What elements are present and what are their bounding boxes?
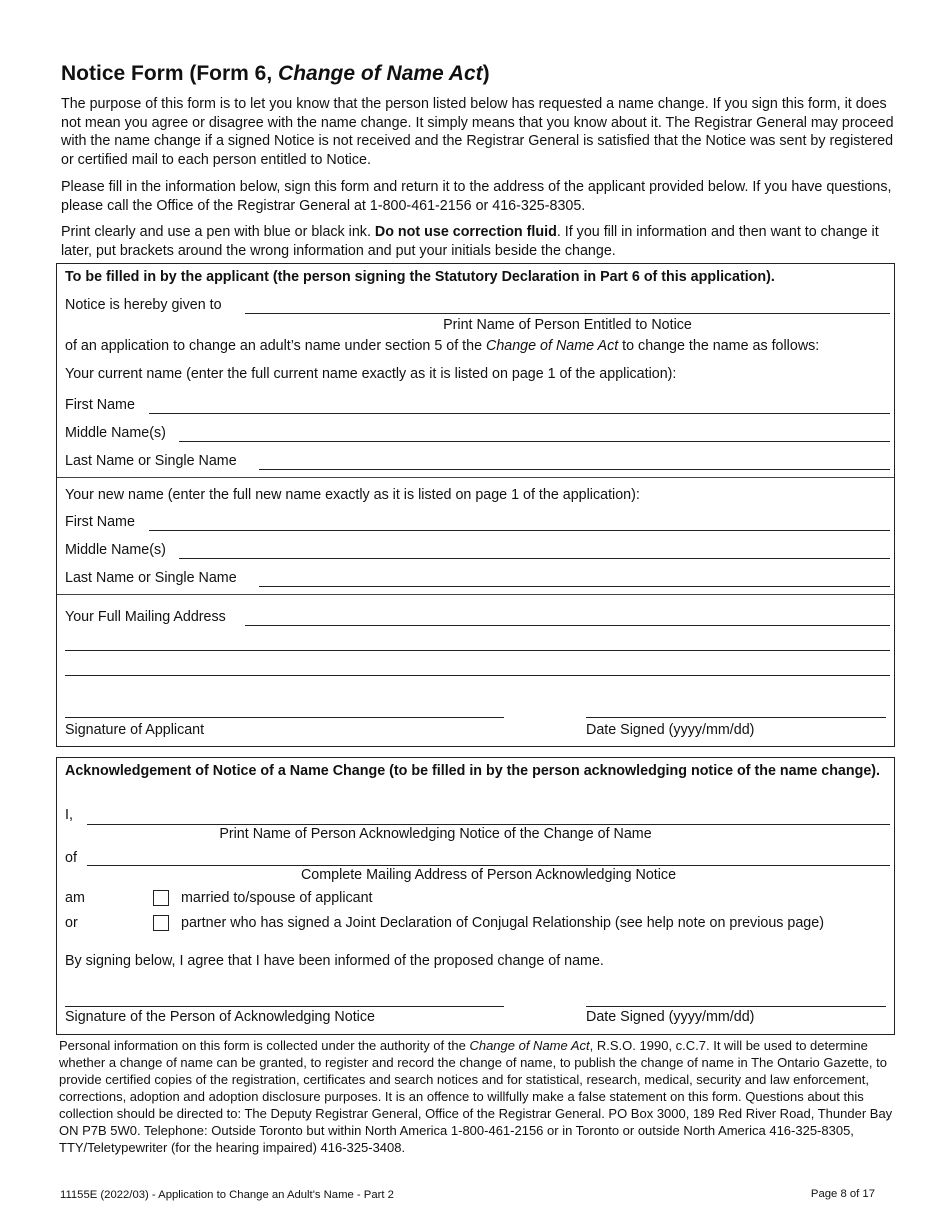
notice-recipient-name-field[interactable]	[245, 313, 890, 314]
current-name-intro: Your current name (enter the full current name exactly as it is listed on page 1 of the application):	[65, 366, 677, 382]
acknowledger-name-caption: Print Name of Person Acknowledging Notice of the Change of Name	[219, 826, 652, 842]
new-last-name-field[interactable]	[259, 586, 890, 587]
application-statement	[65, 337, 819, 355]
conjugal-partner-checkbox[interactable]	[153, 915, 169, 931]
agreement-statement: By signing below, I agree that I have been informed of the proposed change of name.	[65, 953, 604, 969]
form-identifier: 11155E (2022/03) - Application to Change an Adult's Name - Part 2	[60, 1189, 394, 1201]
ink-instruction-rest: . If you fill in information and then want to change it later, put brackets around the wrong information and put your initials beside the change.	[61, 224, 879, 259]
notice-given-label: Notice is hereby given to	[65, 297, 222, 313]
current-middle-names-field[interactable]	[179, 441, 890, 442]
acknowledger-date-label: Date Signed (yyyy/mm/dd)	[586, 1009, 755, 1025]
application-act-name: Change of Name Act	[486, 338, 619, 354]
applicant-date-field[interactable]	[586, 717, 886, 718]
applicant-signature-label: Signature of Applicant	[65, 722, 205, 738]
married-spouse-checkbox[interactable]	[153, 890, 169, 906]
acknowledger-signature-label: Signature of the Person of Acknowledging Notice	[65, 1009, 375, 1025]
applicant-date-label: Date Signed (yyyy/mm/dd)	[586, 722, 755, 738]
new-first-name-label: First Name	[65, 514, 135, 530]
privacy-notice	[59, 1037, 899, 1156]
conjugal-partner-option-label: partner who has signed a Joint Declaration of Conjugal Relationship (see help note on previous page)	[181, 915, 824, 931]
title-close: )	[482, 62, 490, 85]
applicant-section	[56, 263, 895, 747]
ink-instruction: Print clearly and use a pen with blue or black ink.	[61, 224, 375, 240]
section-divider	[57, 594, 894, 595]
current-last-name-field[interactable]	[259, 469, 890, 470]
am-label: am	[65, 890, 85, 906]
new-middle-names-label: Middle Name(s)	[65, 542, 166, 558]
page-title	[61, 60, 490, 88]
or-label: or	[65, 915, 78, 931]
title-main: Notice Form (Form 6,	[61, 62, 279, 85]
current-first-name-field[interactable]	[149, 413, 890, 414]
intro-paragraph-instructions: Please fill in the information below, sign this form and return it to the address of the applicant provided below. If you have questions, please call the Office of the Registrar General at 1-800-461-2156 or 416-325-8305.	[61, 179, 892, 214]
application-statement-text: of an application to change an adult’s name under section 5 of the	[65, 338, 486, 354]
current-middle-names-label: Middle Name(s)	[65, 425, 166, 441]
current-last-name-label: Last Name or Single Name	[65, 453, 237, 469]
page-number: Page 8 of 17	[810, 1188, 875, 1200]
new-last-name-label: Last Name or Single Name	[65, 570, 237, 586]
mailing-address-field-line1[interactable]	[245, 625, 890, 626]
acknowledger-date-field[interactable]	[586, 1006, 886, 1007]
applicant-section-header: To be filled in by the applicant (the person signing the Statutory Declaration in Part 6 of this application).	[65, 269, 775, 285]
new-name-intro: Your new name (enter the full new name exactly as it is listed on page 1 of the application):	[65, 487, 640, 503]
mailing-address-field-line2[interactable]	[65, 650, 890, 651]
new-middle-names-field[interactable]	[179, 558, 890, 559]
i-label: I,	[65, 807, 73, 823]
intro-paragraph-ink	[61, 223, 896, 260]
mailing-address-field-line3[interactable]	[65, 675, 890, 676]
acknowledgement-header: Acknowledgement of Notice of a Name Change (to be filled in by the person acknowledging notice of the name change).	[65, 763, 881, 779]
privacy-act-name: Change of Name Act	[469, 1038, 590, 1053]
correction-fluid-warning: Do not use correction fluid	[374, 224, 557, 240]
applicant-signature-field[interactable]	[65, 717, 504, 718]
privacy-notice-text: Personal information on this form is collected under the authority of the	[59, 1038, 470, 1053]
title-act-name: Change of Name Act	[278, 62, 483, 85]
new-first-name-field[interactable]	[149, 530, 890, 531]
privacy-notice-rest: , R.S.O. 1990, c.C.7. It will be used to determine whether a change of name can be granted, to register and record the change of name, to publish the change of name in The Ontario Gazette, to provide certified copies of the registration, certificates and search notices and for statistical, research, medical, security and law enforcement, corrections, adoption and adoption disclosure purposes. It is an offence to willfully make a false statement on this form. Questions about this collection should be directed to: The Deputy Registrar General, Office of the Registrar General. PO Box 3000, 189 Red River Road, Thunder Bay ON P7B 5W0. Telephone: Outside Toronto but within North America 1-800-461-2156 or in Toronto or outside North America 416-325-8305, TTY/Teletypewriter (for the hearing impaired) 416-325-3408.	[59, 1038, 893, 1155]
mailing-address-label: Your Full Mailing Address	[65, 609, 226, 625]
application-statement-end: to change the name as follows:	[618, 338, 820, 354]
acknowledger-signature-field[interactable]	[65, 1006, 504, 1007]
married-spouse-option-label: married to/spouse of applicant	[181, 890, 373, 906]
acknowledgement-section	[56, 757, 895, 1035]
acknowledger-address-caption: Complete Mailing Address of Person Acknowledging Notice	[300, 867, 677, 883]
section-divider	[57, 477, 894, 478]
intro-paragraph-purpose: The purpose of this form is to let you know that the person listed below has requested a name change. If you sign this form, it does not mean you agree or disagree with the name change. It simply means that you know about it. The Registrar General may proceed with the name change if a signed Notice is not received and the Registrar General is satisfied that the Notice was sent by registered or certified mail to each person entitled to Notice.	[61, 96, 894, 168]
notice-recipient-caption: Print Name of Person Entitled to Notice	[443, 317, 692, 333]
current-first-name-label: First Name	[65, 397, 135, 413]
of-label: of	[65, 850, 77, 866]
